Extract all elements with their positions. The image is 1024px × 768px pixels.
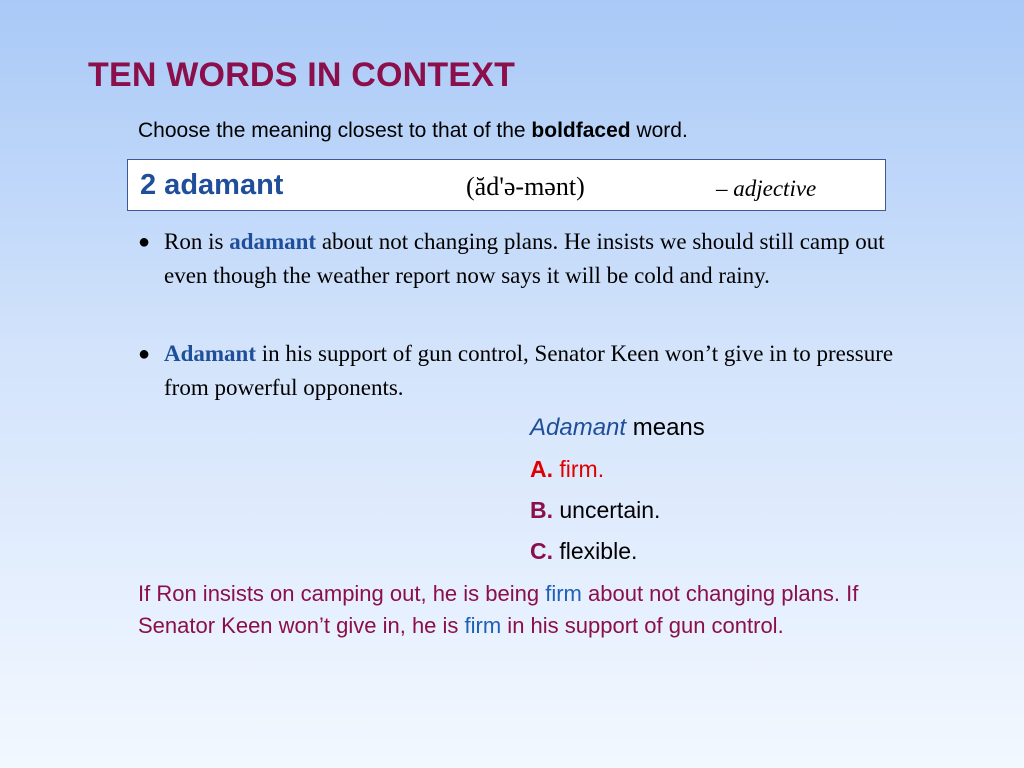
sentence-before: Ron is — [164, 229, 230, 254]
example-sentence-2 — [138, 337, 918, 405]
entry-part-of-speech: – adjective — [716, 176, 817, 201]
entry-word: 2 adamant — [140, 169, 284, 201]
explanation-highlight-1: firm — [545, 581, 582, 606]
entry-pronunciation: (ăd'ə-mənt) — [466, 172, 585, 201]
choice-letter: C. — [530, 538, 553, 564]
sentence-keyword: Adamant — [164, 341, 257, 366]
bullet-icon: ● — [138, 231, 151, 253]
slide-title: TEN WORDS IN CONTEXT — [88, 56, 516, 94]
sentence-keyword: adamant — [229, 229, 317, 254]
choice-a[interactable] — [530, 456, 604, 483]
choice-c[interactable] — [530, 538, 637, 565]
explanation-part-3: in his support of gun control. — [501, 613, 784, 638]
choice-text: flexible. — [553, 538, 638, 564]
sentence-after: about not changing plans. He insists we should still camp out even though the weather report now says it will be cold and rainy. — [164, 229, 885, 288]
bullet-icon: ● — [138, 343, 151, 365]
sentence-text — [138, 225, 918, 293]
choice-b[interactable] — [530, 497, 660, 524]
choice-text: firm. — [553, 456, 605, 482]
word-entry-box — [127, 159, 886, 211]
explanation-text — [138, 578, 918, 642]
choice-letter: A. — [530, 456, 553, 482]
instruction-before: Choose the meaning closest to that of the — [138, 119, 532, 142]
question-word: Adamant — [530, 414, 627, 441]
explanation-highlight-2: firm — [464, 613, 502, 638]
explanation-part-2: about not changing plans. If Senator Keen won’t give in, he is — [138, 581, 859, 638]
choice-letter: B. — [530, 497, 553, 523]
choice-text: uncertain. — [553, 497, 661, 523]
instruction-bold-word: boldfaced — [531, 119, 631, 142]
sentence-text — [138, 337, 918, 405]
explanation-part-1: If Ron insists on camping out, he is being — [138, 581, 546, 606]
instruction-after: word. — [630, 119, 688, 142]
sentence-after: in his support of gun control, Senator Keen won’t give in to pressure from powerful opponents. — [164, 341, 894, 400]
question-rest: means — [626, 414, 705, 441]
question-prompt — [530, 414, 705, 442]
instruction-text — [138, 119, 688, 143]
example-sentence-1 — [138, 225, 918, 293]
